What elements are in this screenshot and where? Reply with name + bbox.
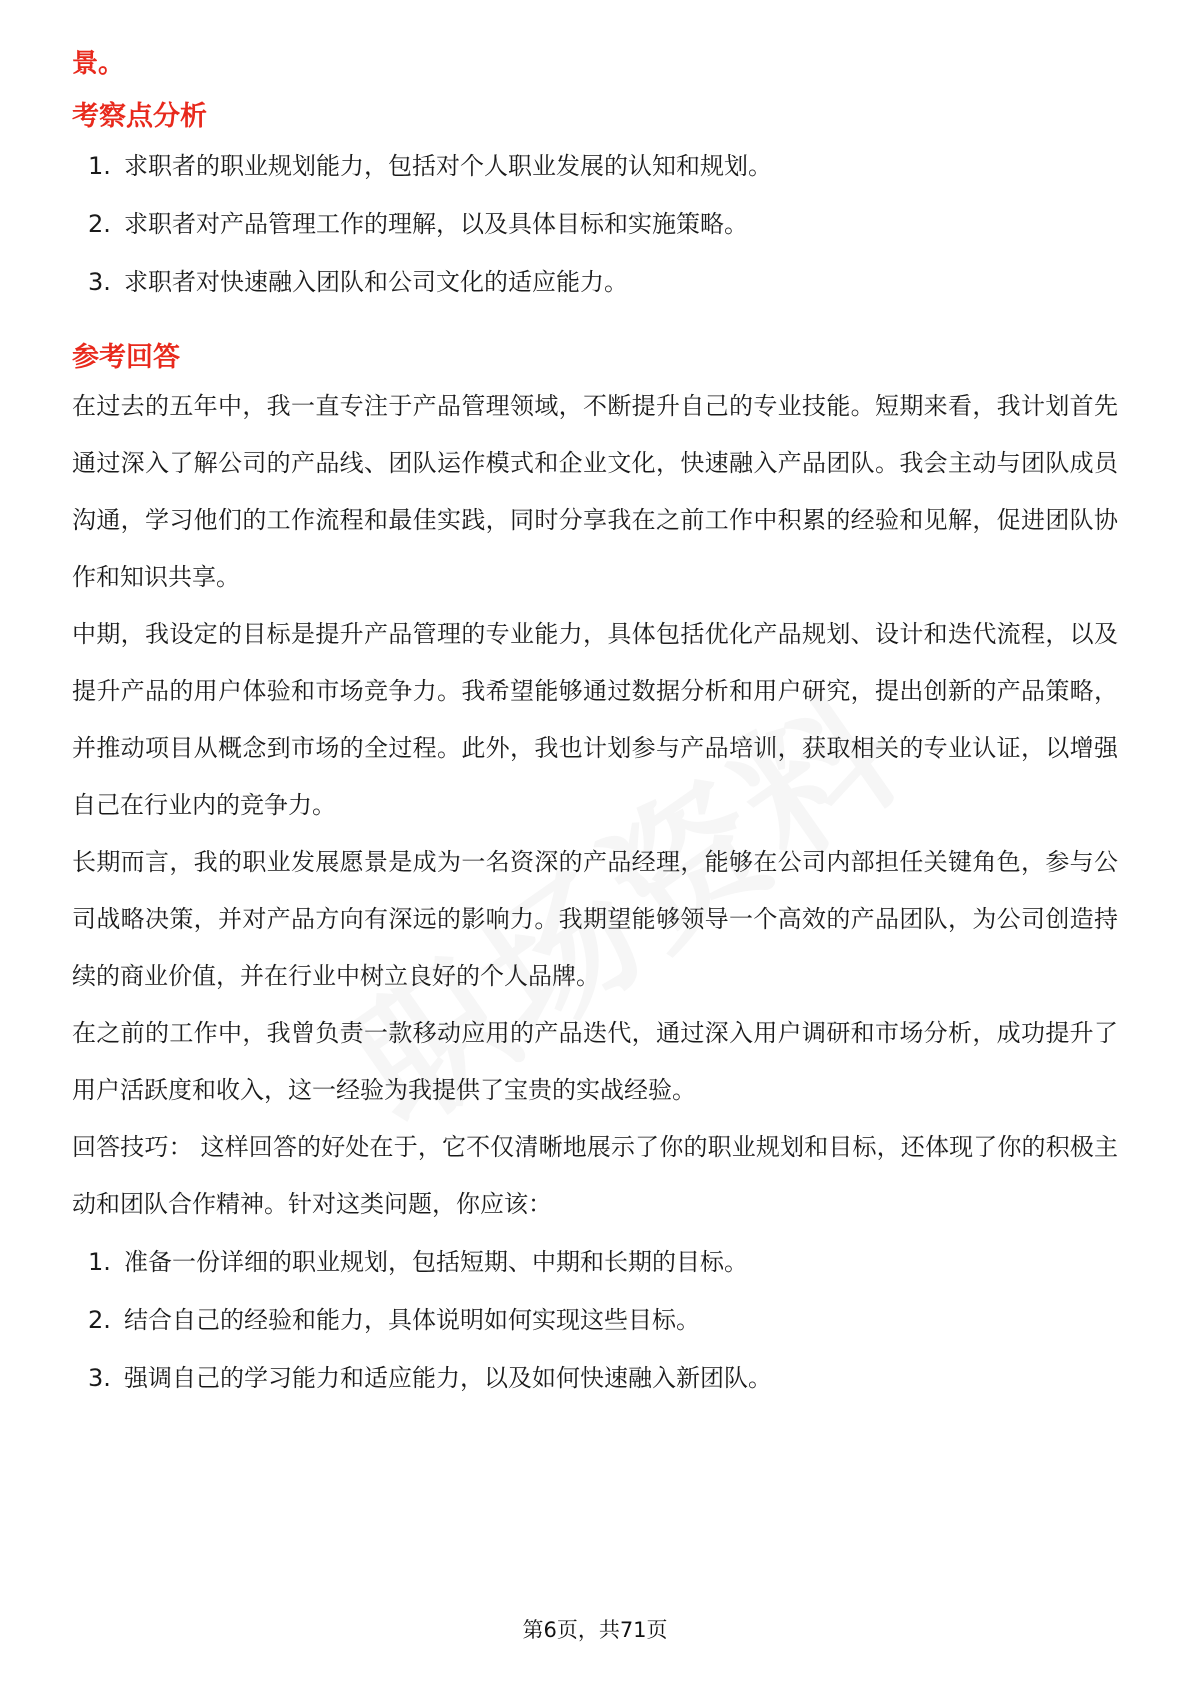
analysis-list — [72, 137, 1118, 311]
list-item: 3. 求职者对快速融入团队和公司文化的适应能力。 — [88, 268, 628, 296]
answer-paragraph: 在过去的五年中，我一直专注于产品管理领域，不断提升自己的专业技能。短期来看，我计划首先通过深入了解公司的产品线、团队运作模式和企业文化，快速融入产品团队。我会主动与团队成员沟通，学习他们的工作流程和最佳实践，同时分享我在之前工作中积累的经验和见解，促进团队协作和知识共享。 — [72, 392, 1118, 591]
document-body — [72, 44, 1118, 1407]
list-item: 3. 强调自己的学习能力和适应能力，以及如何快速融入新团队。 — [88, 1364, 772, 1392]
list-item: 2. 求职者对产品管理工作的理解，以及具体目标和实施策略。 — [88, 210, 748, 238]
page-number-footer: 第6页，共71页 — [522, 1618, 668, 1642]
answer-paragraph: 长期而言，我的职业发展愿景是成为一名资深的产品经理，能够在公司内部担任关键角色，参与公司战略决策，并对产品方向有深远的影响力。我期望能够领导一个高效的产品团队，为公司创造持续的商业价值，并在行业中树立良好的个人品牌。 — [72, 848, 1118, 990]
tips-list — [72, 1233, 1118, 1407]
section-heading-analysis: 考察点分析 — [72, 101, 207, 132]
list-item: 1. 准备一份详细的职业规划，包括短期、中期和长期的目标。 — [88, 1248, 748, 1276]
list-item: 2. 结合自己的经验和能力，具体说明如何实现这些目标。 — [88, 1306, 700, 1334]
answer-paragraph: 中期，我设定的目标是提升产品管理的专业能力，具体包括优化产品规划、设计和迭代流程，以及提升产品的用户体验和市场竞争力。我希望能够通过数据分析和用户研究，提出创新的产品策略，并推动项目从概念到市场的全过程。此外，我也计划参与产品培训，获取相关的专业认证，以增强自己在行业内的竞争力。 — [72, 620, 1118, 819]
continued-text-tail: 景。 — [72, 49, 125, 79]
list-item: 1. 求职者的职业规划能力，包括对个人职业发展的认知和规划。 — [88, 152, 772, 180]
answer-paragraph: 在之前的工作中，我曾负责一款移动应用的产品迭代，通过深入用户调研和市场分析，成功提升了用户活跃度和收入，这一经验为我提供了宝贵的实战经验。 — [72, 1019, 1118, 1104]
answer-tips-paragraph: 回答技巧： 这样回答的好处在于，它不仅清晰地展示了你的职业规划和目标，还体现了你的积极主动和团队合作精神。针对这类问题，你应该： — [72, 1133, 1118, 1218]
section-heading-reference-answer: 参考回答 — [72, 342, 180, 373]
